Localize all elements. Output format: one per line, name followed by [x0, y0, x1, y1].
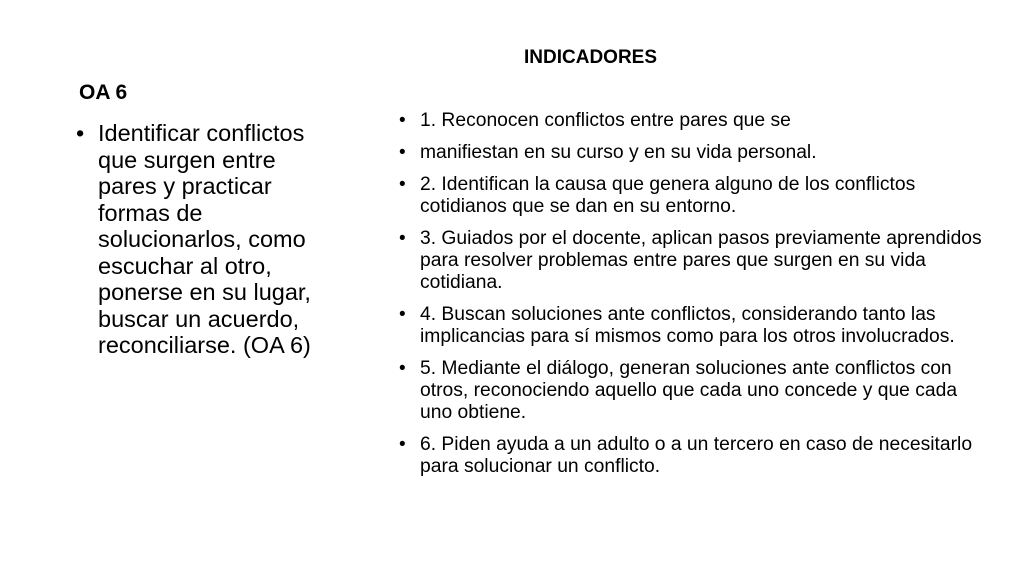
indicadores-title: INDICADORES	[524, 47, 658, 68]
bullet-icon: •	[399, 142, 406, 163]
oa-list	[76, 120, 316, 359]
bullet-icon: •	[76, 120, 85, 146]
indicadores-list	[399, 110, 989, 488]
indicator-item	[399, 142, 989, 164]
bullet-icon: •	[399, 434, 406, 455]
indicator-text: manifiestan en su curso y en su vida personal.	[420, 142, 817, 163]
bullet-icon: •	[399, 228, 406, 249]
indicator-item	[399, 434, 989, 478]
bullet-icon: •	[399, 304, 406, 325]
bullet-icon: •	[399, 110, 406, 131]
oa-item-text: Identificar conflictos que surgen entre pares y practicar formas de solucionarlos, como escuchar al otro, ponerse en su lugar, buscar un acuerdo, reconciliarse. (OA 6)	[98, 120, 311, 358]
indicator-item	[399, 358, 989, 424]
oa-item	[76, 120, 316, 359]
bullet-icon: •	[399, 358, 406, 379]
indicator-text: 1. Reconocen conflictos entre pares que se	[420, 110, 791, 131]
indicator-text: 4. Buscan soluciones ante conflictos, considerando tanto las implicancias para sí mismos como para los otros involucrados.	[420, 304, 955, 347]
indicator-item	[399, 228, 989, 294]
indicator-item	[399, 174, 989, 218]
indicator-text: 3. Guiados por el docente, aplican pasos previamente aprendidos para resolver problemas entre pares que surgen en su vida cotidiana.	[420, 228, 982, 293]
indicator-text: 5. Mediante el diálogo, generan soluciones ante conflictos con otros, reconociendo aquello que cada uno concede y que cada uno obtiene.	[420, 358, 958, 423]
indicator-item	[399, 304, 989, 348]
indicator-text: 6. Piden ayuda a un adulto o a un tercero en caso de necesitarlo para solucionar un conflicto.	[420, 434, 973, 477]
bullet-icon: •	[399, 174, 406, 195]
oa-title: OA 6	[79, 81, 128, 104]
indicator-item	[399, 110, 989, 132]
indicator-text: 2. Identifican la causa que genera alguno de los conflictos cotidianos que se dan en su entorno.	[420, 174, 916, 217]
